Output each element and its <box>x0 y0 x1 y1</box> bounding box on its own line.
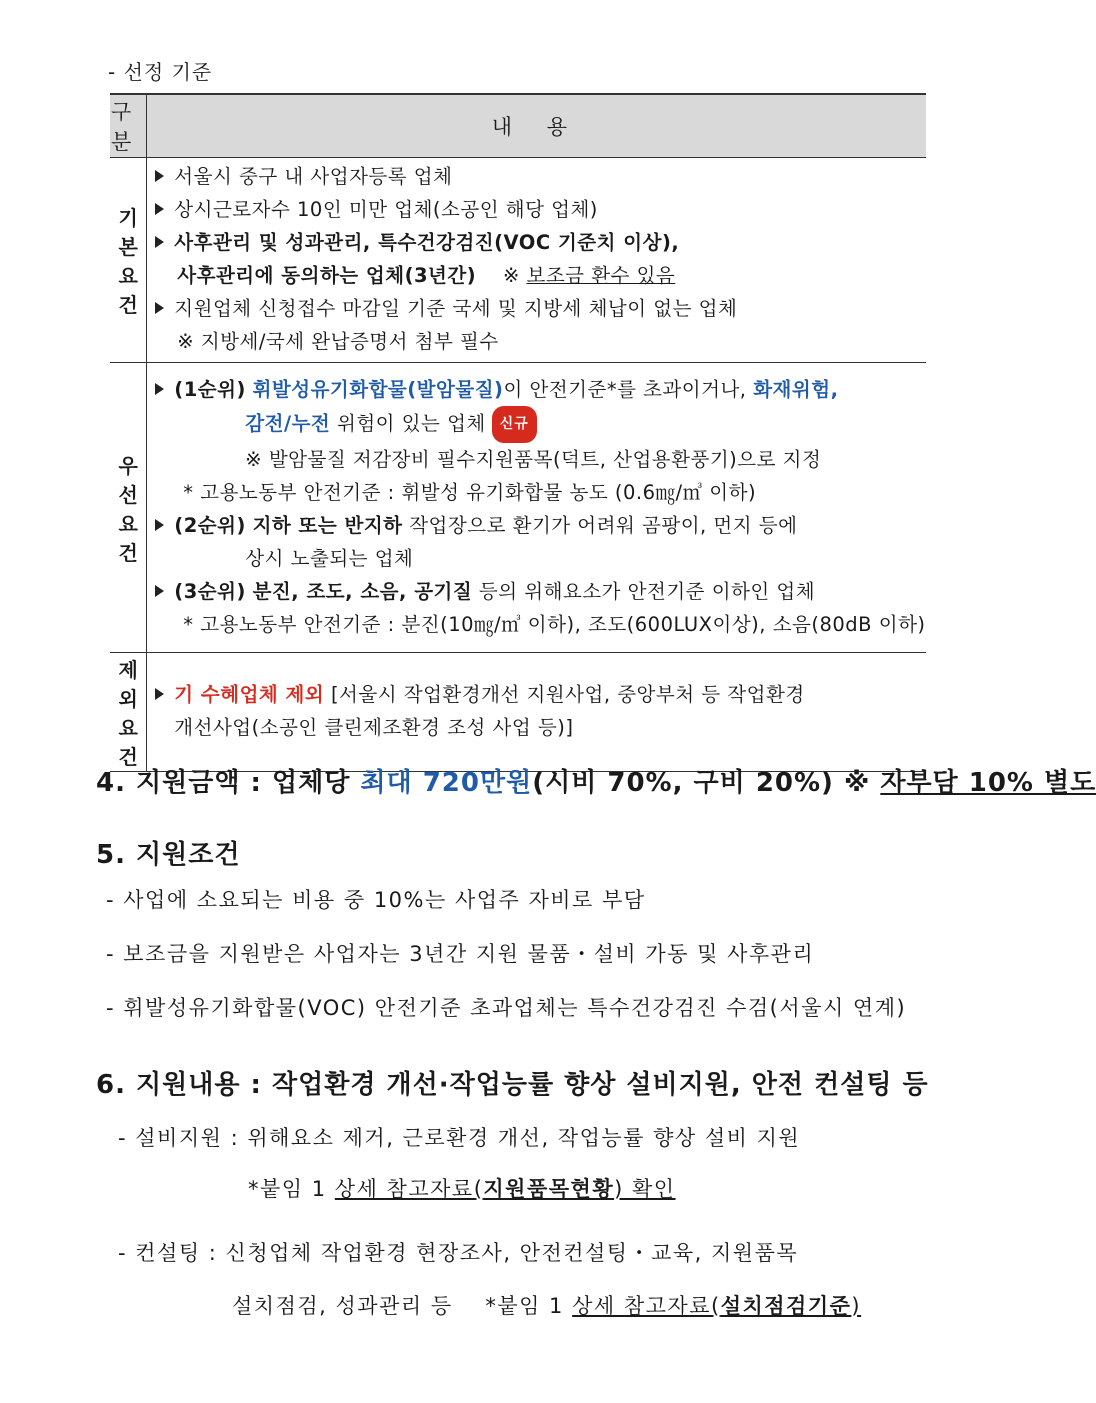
list-item: (1순위) 휘발성유기화합물(발암물질)이 안전기준*를 초과이거나, 화재위험, <box>155 373 925 406</box>
table-row-exclude <box>110 653 926 772</box>
arrow-icon <box>155 170 164 182</box>
section-4-heading: 4. 지원금액 : 업체당 최대 720만원(시비 70%, 구비 20%) ※ 자부담 10% 별도 <box>96 768 1096 798</box>
consulting-support: - 컨설팅 : 신청업체 작업환경 현장조사, 안전컨설팅・교육, 지원품목 <box>118 1241 799 1265</box>
header-category: 구 분 <box>110 94 147 158</box>
list-item: 기 수혜업체 제외 [서울시 작업환경개선 지원사업, 중앙부처 등 작업환경 <box>155 678 925 711</box>
section-title: - 선정 기준 <box>108 60 213 84</box>
arrow-icon <box>155 585 164 597</box>
list-item: 감전/누전 위험이 있는 업체 신규 <box>155 406 925 443</box>
table-row-priority <box>110 363 926 653</box>
list-item: 개선사업(소공인 클린제조환경 조성 사업 등)] <box>174 716 574 739</box>
list-item: ※ 발암물질 저감장비 필수지원품목(덕트, 산업용환풍기)으로 지정 <box>245 447 822 471</box>
list-item: 상시 노출되는 업체 <box>245 546 414 570</box>
basic-label: 기본요건 <box>110 158 147 363</box>
arrow-icon <box>155 203 164 215</box>
header-content: 내 용 <box>147 94 926 158</box>
exclude-label: 제외요건 <box>110 653 147 772</box>
equipment-reference: *붙임 1 상세 참고자료(지원품목현황) 확인 <box>248 1177 676 1201</box>
list-item: (2순위) 지하 또는 반지하 작업장으로 환기가 어려워 곰팡이, 먼지 등에 <box>155 509 925 542</box>
condition-item-1: - 사업에 소요되는 비용 중 10%는 사업주 자비로 부담 <box>106 888 646 912</box>
arrow-icon <box>155 519 164 531</box>
list-item: 사후관리에 동의하는 업체(3년간) ※ 보조금 환수 있음 <box>177 264 676 287</box>
list-item: * 고용노동부 안전기준 : 분진(10㎎/㎥ 이하), 조도(600LUX이상), 소음(80dB 이하) <box>183 612 926 636</box>
list-item: 사후관리 및 성과관리, 특수건강검진(VOC 기준치 이상), <box>155 226 925 259</box>
table-header-row <box>110 94 926 158</box>
arrow-icon <box>155 236 164 248</box>
condition-item-2: - 보조금을 지원받은 사업자는 3년간 지원 물품・설비 가동 및 사후관리 <box>106 942 815 966</box>
arrow-icon <box>155 302 164 314</box>
list-item: 상시근로자수 10인 미만 업체(소공인 해당 업체) <box>155 193 925 226</box>
list-item: 지원업체 신청접수 마감일 기준 국세 및 지방세 체납이 없는 업체 <box>155 292 925 325</box>
priority-label: 우선요건 <box>110 363 147 653</box>
section-6-heading: 6. 지원내용 : 작업환경 개선·작업능률 향상 설비지원, 안전 컨설팅 등 <box>96 1070 929 1100</box>
section-5-heading: 5. 지원조건 <box>96 840 241 870</box>
selection-criteria-table <box>110 93 926 772</box>
arrow-icon <box>155 383 164 395</box>
equipment-support: - 설비지원 : 위해요소 제거, 근로환경 개선, 작업능률 향상 설비 지원 <box>118 1126 801 1150</box>
basic-content <box>147 158 926 363</box>
new-badge: 신규 <box>492 406 537 443</box>
list-item: * 고용노동부 안전기준 : 휘발성 유기화합물 농도 (0.6㎎/㎥ 이하) <box>183 480 757 504</box>
arrow-icon <box>155 688 164 700</box>
list-item: (3순위) 분진, 조도, 소음, 공기질 등의 위해요소가 안전기준 이하인 업체 <box>155 575 925 608</box>
consulting-reference: 설치점검, 성과관리 등 *붙임 1 상세 참고자료(설치점검기준) <box>232 1294 862 1318</box>
priority-content <box>147 363 926 653</box>
exclude-content <box>147 653 926 772</box>
list-item: 서울시 중구 내 사업자등록 업체 <box>155 160 925 193</box>
list-item: ※ 지방세/국세 완납증명서 첨부 필수 <box>177 330 499 353</box>
table-row-basic <box>110 158 926 363</box>
condition-item-3: - 휘발성유기화합물(VOC) 안전기준 초과업체는 특수건강검진 수검(서울시 연계) <box>106 996 907 1020</box>
